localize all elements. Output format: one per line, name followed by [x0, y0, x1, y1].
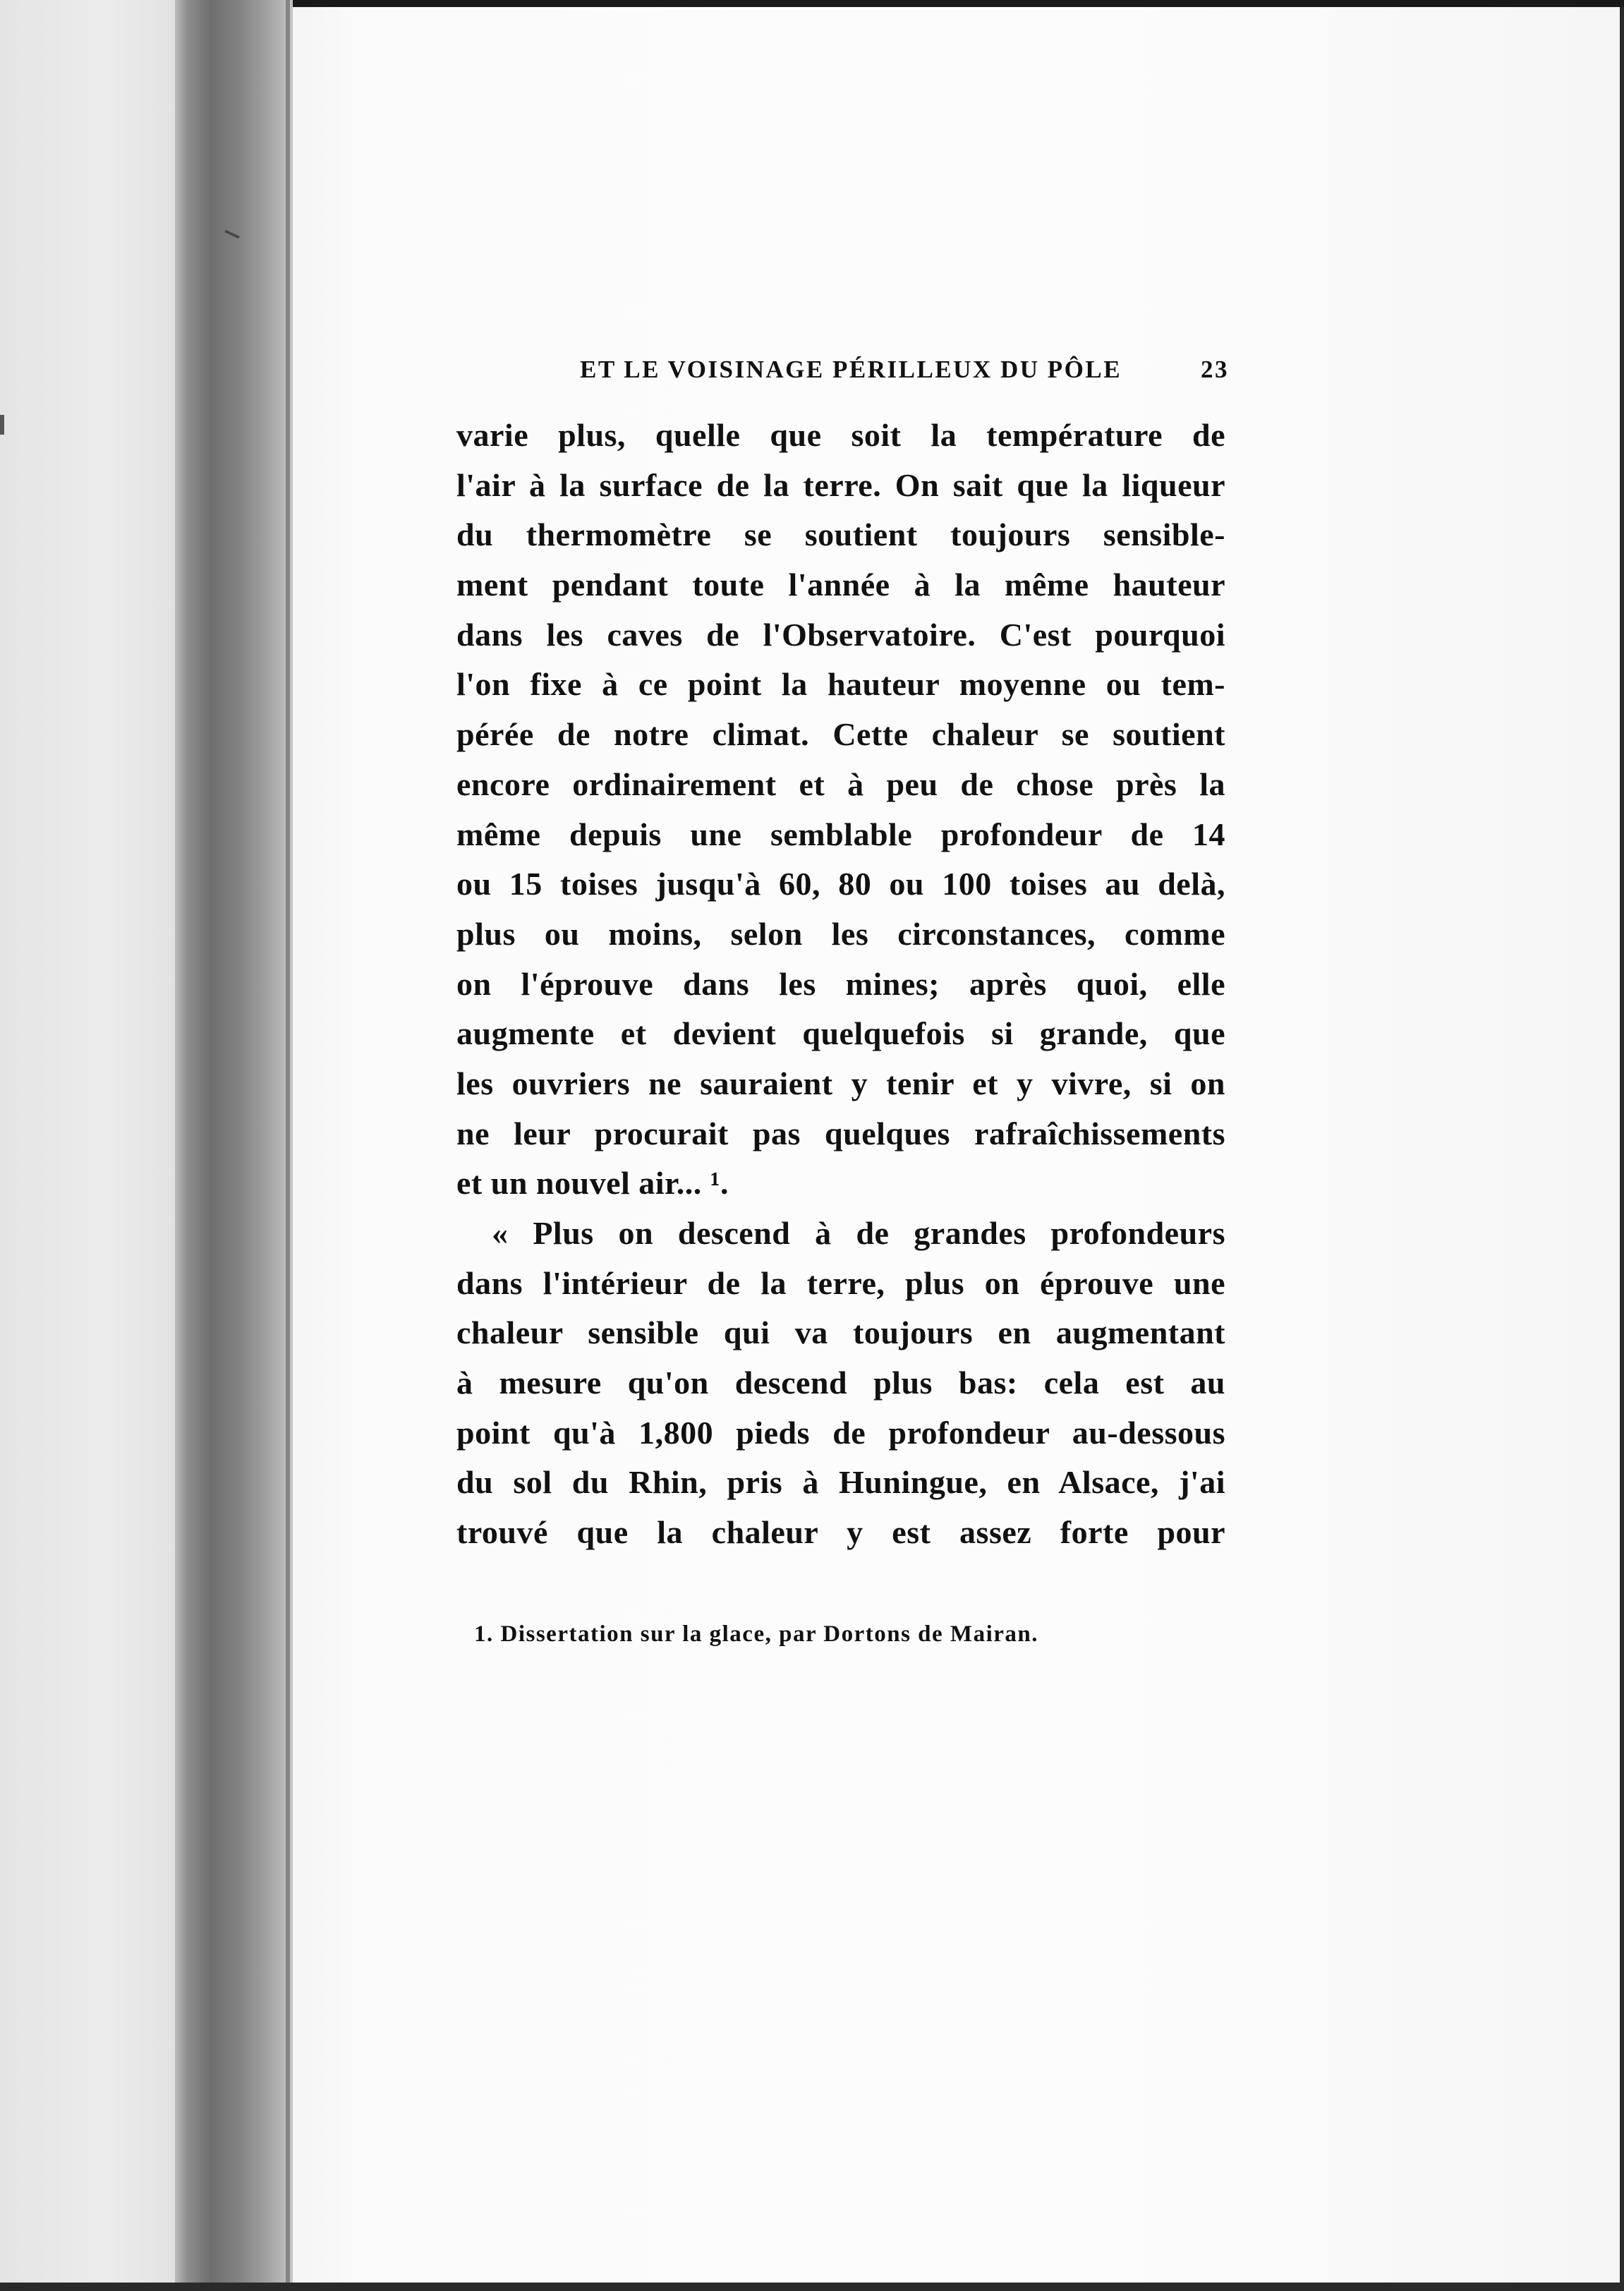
- page-bottom-edge: [0, 2283, 1624, 2291]
- scan-left-margin: [0, 0, 176, 2291]
- text-line: augmente et devient quelquefois si grande, que: [456, 1015, 1225, 1052]
- page-top-edge: [293, 0, 1624, 7]
- text-line: à mesure qu'on descend plus bas: cela est au: [456, 1365, 1225, 1401]
- text-line: « Plus on descend à de grandes profondeurs: [492, 1215, 1225, 1251]
- text-line: plus ou moins, selon les circonstances, comme: [456, 915, 1225, 952]
- footnote: 1. Dissertation sur la glace, par Dortons de Mairan.: [474, 1621, 1038, 1647]
- text-line: varie plus, quelle que soit la température de: [456, 417, 1225, 453]
- spine-shadow: [286, 0, 290, 2291]
- text-line: l'air à la surface de la terre. On sait que la liqueur: [456, 466, 1225, 503]
- book-spine: [175, 0, 295, 2291]
- scan-edge-mark: [0, 415, 4, 435]
- text-line: pérée de notre climat. Cette chaleur se soutient: [456, 716, 1225, 753]
- text-line: ment pendant toute l'année à la même hauteur: [456, 567, 1225, 603]
- text-line: trouvé que la chaleur y est assez forte pour: [456, 1514, 1225, 1551]
- text-line: l'on fixe à ce point la hauteur moyenne ou tem-: [456, 666, 1225, 703]
- text-line: même depuis une semblable profondeur de 14: [456, 816, 1225, 852]
- text-line: du sol du Rhin, pris à Huningue, en Alsace, j'ai: [456, 1464, 1225, 1501]
- text-line: ne leur procurait pas quelques rafraîchissements: [456, 1115, 1225, 1151]
- text-line: ou 15 toises jusqu'à 60, 80 ou 100 toises au delà,: [456, 866, 1225, 902]
- body-text: [456, 411, 1225, 1558]
- page-number: 23: [1201, 356, 1229, 383]
- text-line: dans l'intérieur de la terre, plus on éprouve une: [456, 1264, 1225, 1301]
- running-header-title: ET LE VOISINAGE PÉRILLEUX DU PÔLE: [580, 356, 1122, 383]
- text-line: on l'éprouve dans les mines; après quoi, elle: [456, 965, 1225, 1002]
- text-line: dans les caves de l'Observatoire. C'est pourquoi: [456, 616, 1225, 653]
- text-line: les ouvriers ne sauraient y tenir et y vivre, si on: [456, 1065, 1225, 1101]
- text-line: du thermomètre se soutient toujours sensible-: [456, 516, 1225, 553]
- text-line: et un nouvel air... ¹.: [456, 1165, 729, 1202]
- text-line: chaleur sensible qui va toujours en augmentant: [456, 1314, 1225, 1351]
- running-header: [580, 356, 1229, 398]
- page-right-edge: [1620, 7, 1624, 2291]
- text-line: point qu'à 1,800 pieds de profondeur au-dessous: [456, 1414, 1225, 1451]
- text-line: encore ordinairement et à peu de chose près la: [456, 766, 1225, 802]
